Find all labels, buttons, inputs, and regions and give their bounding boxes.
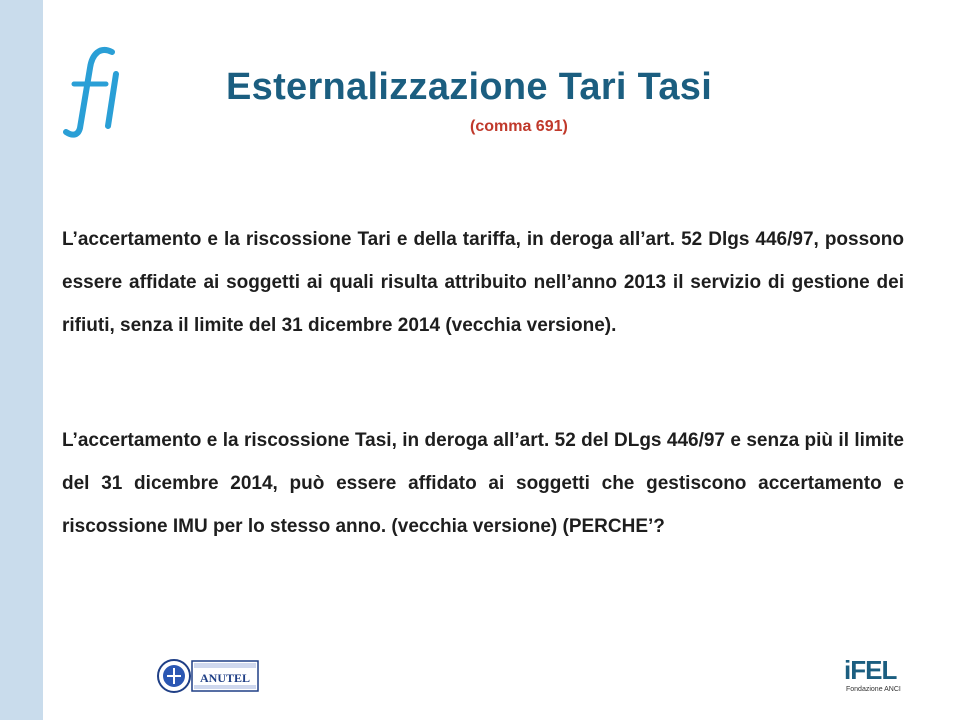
slide-subtitle: (comma 691)	[470, 118, 568, 135]
anutel-logo	[156, 658, 260, 694]
body-paragraph-2: L’accertamento e la riscossione Tasi, in deroga all’art. 52 del DLgs 446/97 e senza più il limite del 31 dicembre 2014, può essere affidato ai soggetti che gestiscono accertamento e riscossione IMU per lo stesso anno. (vecchia versione) (PERCHE’?	[62, 430, 904, 537]
anutel-logo-text: ANUTEL	[199, 671, 251, 685]
ifel-logo-word: iFEL	[844, 655, 897, 685]
ifel-logo	[844, 655, 901, 698]
slide-title: Esternalizzazione Tari Tasi	[226, 66, 713, 108]
body-paragraph-1: L’accertamento e la riscossione Tari e della tariffa, in deroga all’art. 52 Dlgs 446/97, possono essere affidate ai soggetti ai quali risulta attribuito nell’anno 2013 il servizio di gestione dei rifiuti, senza il limite del 31 dicembre 2014 (vecchia versione).	[62, 229, 904, 336]
left-accent-bar	[0, 0, 43, 720]
fi-logo-icon	[60, 44, 130, 140]
ifel-logo-tagline: Fondazione ANCI	[846, 686, 901, 693]
